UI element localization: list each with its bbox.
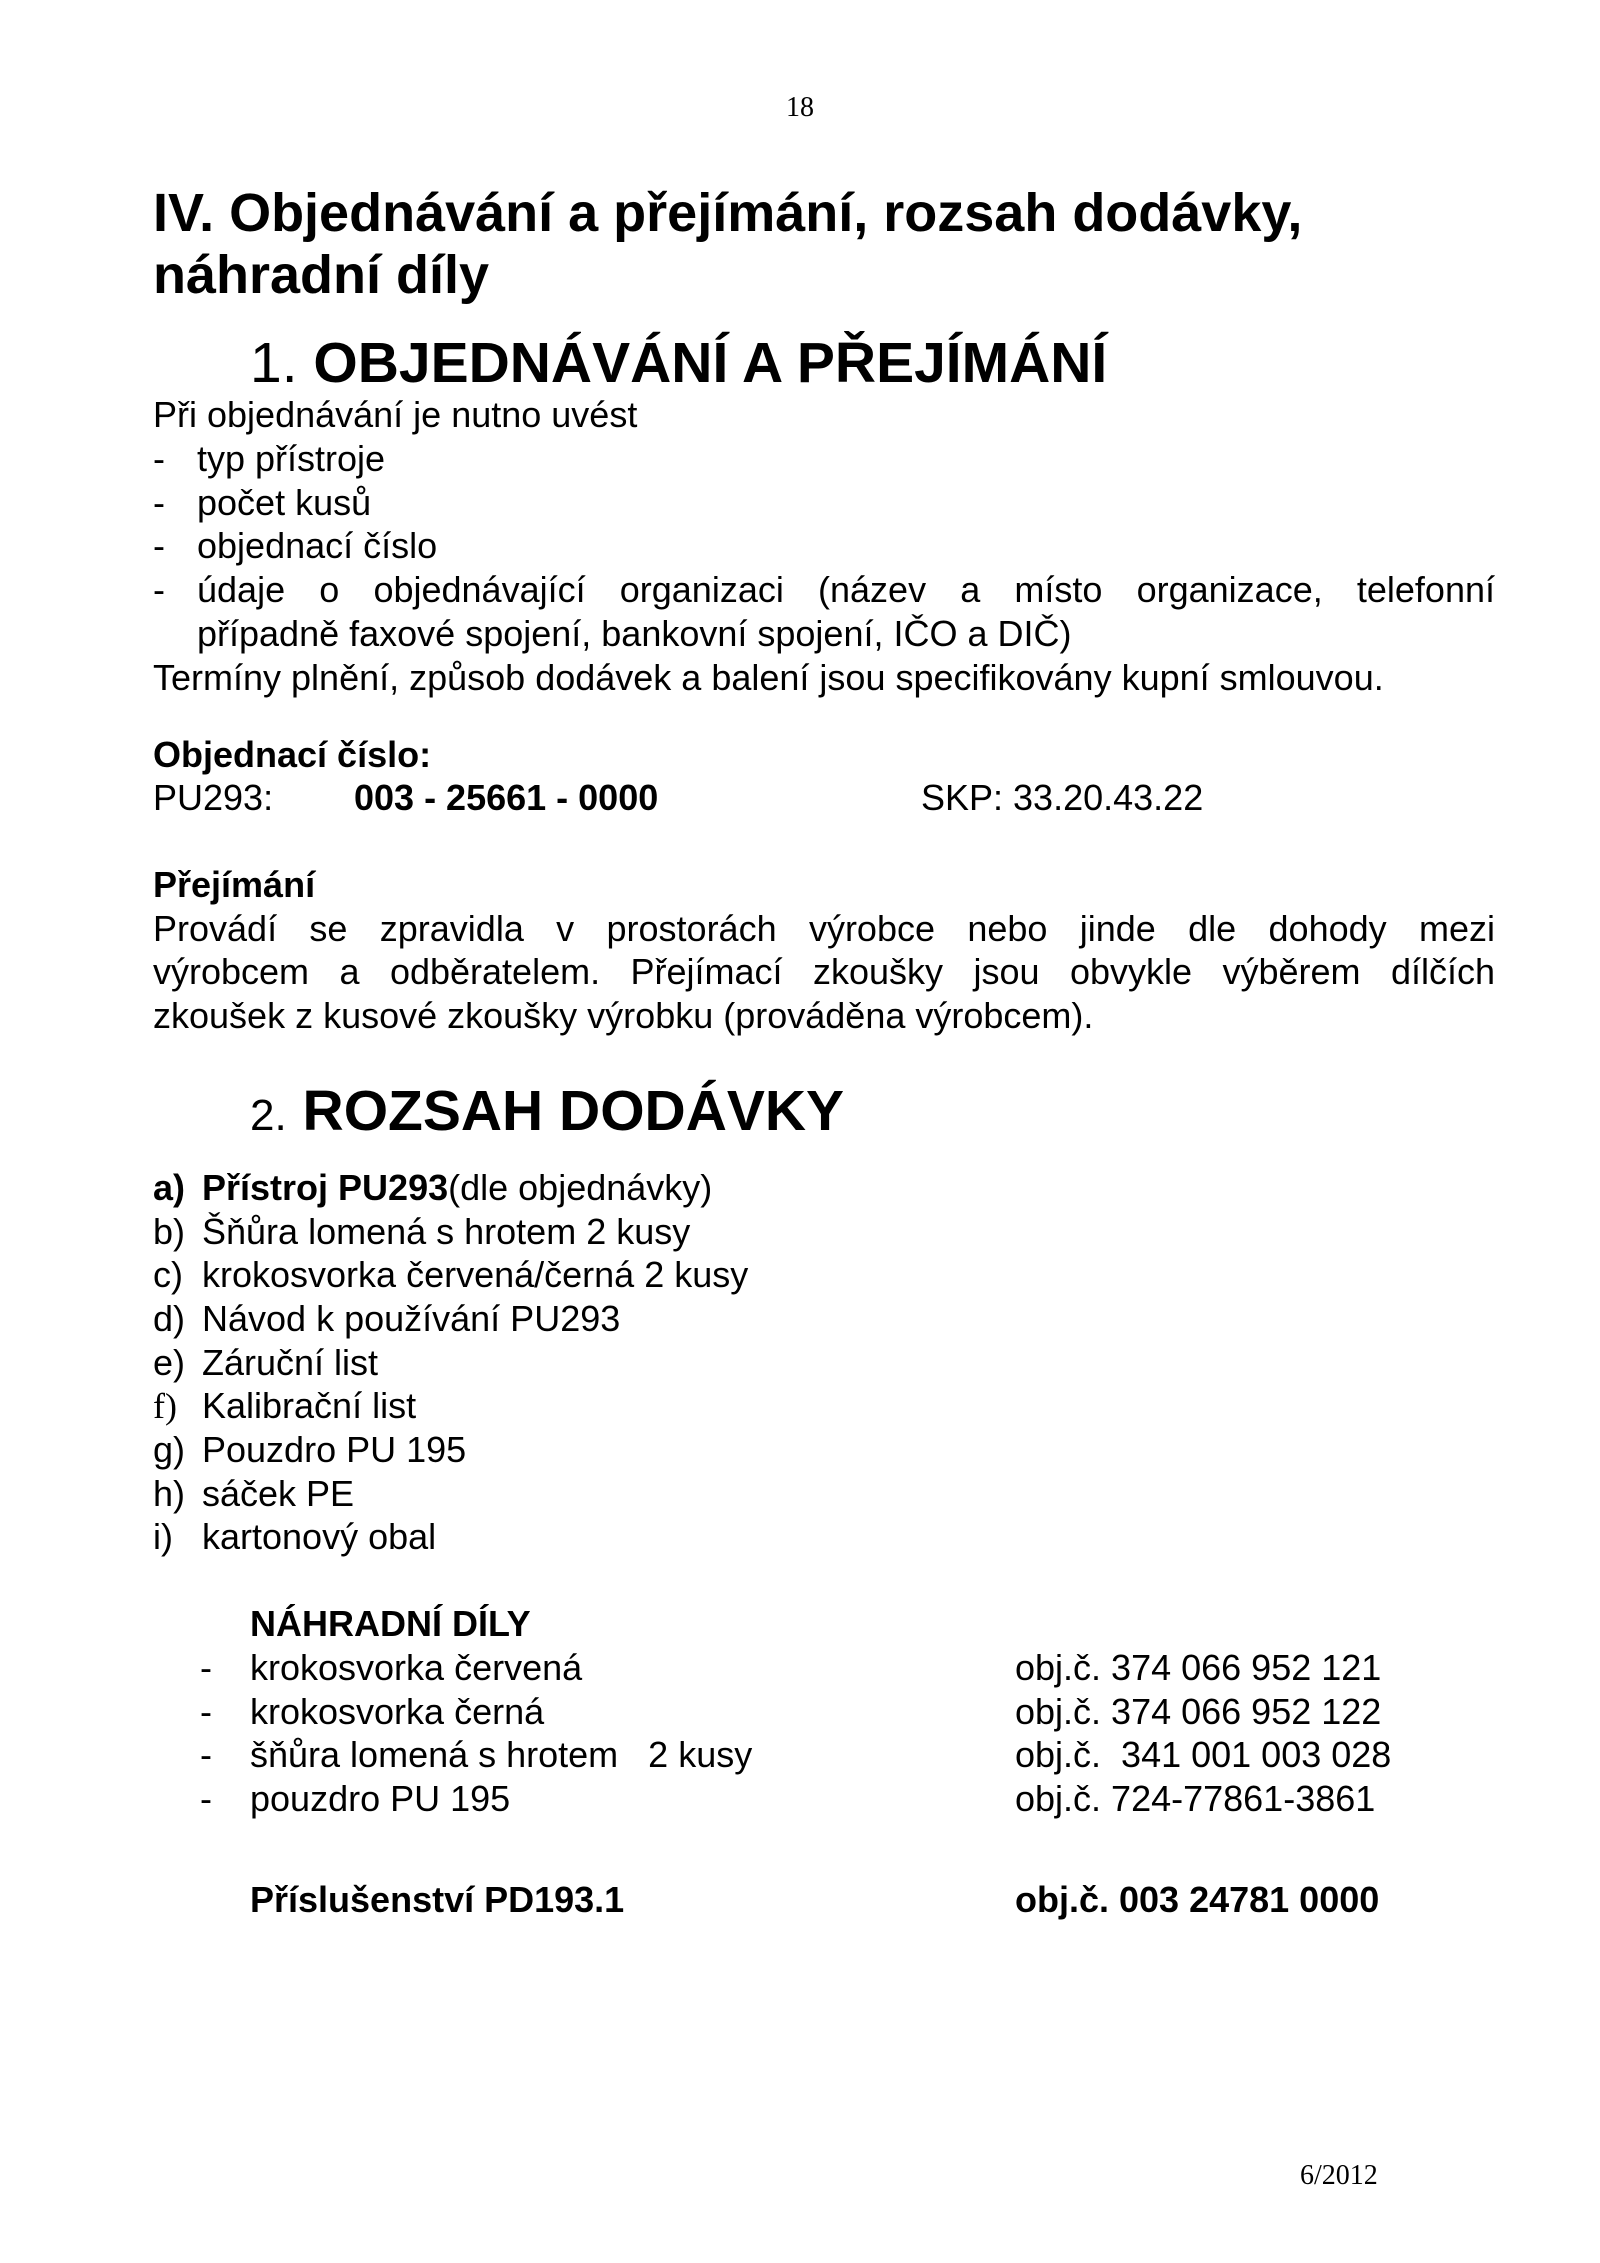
order-number-heading: Objednací číslo: xyxy=(153,734,432,775)
spare-part-name: pouzdro PU 195 xyxy=(250,1778,511,1819)
delivery-item-letter: h) xyxy=(153,1473,186,1514)
bullet-order-number: objednací číslo xyxy=(197,525,438,566)
delivery-item-text: sáček PE xyxy=(202,1473,355,1514)
accessory-code: obj.č. 003 24781 0000 xyxy=(1015,1879,1380,1920)
section2-number: 2. xyxy=(250,1091,287,1140)
spare-part-name: krokosvorka černá xyxy=(250,1691,545,1732)
bullet-device-type: typ přístroje xyxy=(197,438,386,479)
acceptance-line: Provádí se zpravidla v prostorách výrobce nebo jinde dle dohody mezi xyxy=(153,908,1495,949)
spare-part-dash: - xyxy=(200,1647,212,1688)
acceptance-line: zkoušek z kusové zkoušky výrobku (prováděna výrobcem). xyxy=(153,995,1094,1036)
bullet-dash: - xyxy=(153,438,165,479)
delivery-item-letter: e) xyxy=(153,1342,186,1383)
section2-title: ROZSAH DODÁVKY xyxy=(302,1079,845,1143)
delivery-item-text: Záruční list xyxy=(202,1342,379,1383)
spare-parts-heading: NÁHRADNÍ DÍLY xyxy=(250,1603,531,1644)
spare-part-name: krokosvorka červená xyxy=(250,1647,583,1688)
delivery-item-text: Návod k používání PU293 xyxy=(202,1298,621,1339)
delivery-item-letter: c) xyxy=(153,1254,183,1295)
terms-text: Termíny plnění, způsob dodávek a balení jsou specifikovány kupní smlouvou. xyxy=(153,657,1384,698)
bullet-dash: - xyxy=(153,525,165,566)
delivery-item-text: kartonový obal xyxy=(202,1516,437,1557)
delivery-item-bold: Přístroj PU293 xyxy=(202,1167,449,1208)
bullet-dash: - xyxy=(153,569,165,610)
page-number: 18 xyxy=(786,92,814,123)
delivery-item-text: Šňůra lomená s hrotem 2 kusy xyxy=(202,1211,691,1252)
acceptance-heading: Přejímání xyxy=(153,864,316,905)
delivery-item-text: Kalibrační list xyxy=(202,1385,417,1426)
bullet-quantity: počet kusů xyxy=(197,482,372,523)
section2-heading xyxy=(250,1078,844,1144)
section1-heading xyxy=(250,330,1107,396)
spare-part-code: obj.č. 374 066 952 122 xyxy=(1015,1691,1382,1732)
spare-part-dash: - xyxy=(200,1691,212,1732)
spare-part-name: šňůra lomená s hrotem 2 kusy xyxy=(250,1734,753,1775)
delivery-item-letter: b) xyxy=(153,1211,186,1252)
spare-part-code: obj.č. 341 001 003 028 xyxy=(1015,1734,1392,1775)
delivery-item-letter: d) xyxy=(153,1298,186,1339)
order-model: PU293: xyxy=(153,777,274,818)
spare-part-code: obj.č. 724-77861-3861 xyxy=(1015,1778,1376,1819)
chapter-title-line1: IV. Objednávání a přejímání, rozsah dodávky, xyxy=(153,183,1303,243)
bullet-organization-data-cont: případně faxové spojení, bankovní spojení, IČO a DIČ) xyxy=(197,613,1072,654)
delivery-item-text: (dle objednávky) xyxy=(448,1167,713,1208)
delivery-item-text: krokosvorka červená/černá 2 kusy xyxy=(202,1254,749,1295)
spare-part-code: obj.č. 374 066 952 121 xyxy=(1015,1647,1382,1688)
spare-part-dash: - xyxy=(200,1734,212,1775)
delivery-item xyxy=(202,1166,712,1210)
delivery-item-letter: a) xyxy=(153,1167,186,1208)
delivery-item-letter: f) xyxy=(153,1386,177,1426)
delivery-item-text: Pouzdro PU 195 xyxy=(202,1429,467,1470)
spare-part-dash: - xyxy=(200,1778,212,1819)
order-number-value: 003 - 25661 - 0000 xyxy=(354,777,659,818)
section1-title: OBJEDNÁVÁNÍ A PŘEJÍMÁNÍ xyxy=(313,331,1108,395)
skp-code: SKP: 33.20.43.22 xyxy=(921,777,1204,818)
delivery-item-letter: g) xyxy=(153,1429,186,1470)
footer-date: 6/2012 xyxy=(1300,2160,1378,2191)
bullet-organization-data: údaje o objednávající organizaci (název a místo organizace, telefonní xyxy=(197,569,1495,610)
bullet-dash: - xyxy=(153,482,165,523)
section1-number: 1. xyxy=(250,331,298,395)
delivery-item-letter: i) xyxy=(153,1516,173,1557)
accessory-name: Příslušenství PD193.1 xyxy=(250,1879,625,1920)
acceptance-line: výrobcem a odběratelem. Přejímací zkoušky jsou obvykle výběrem dílčích xyxy=(153,951,1495,992)
order-intro: Při objednávání je nutno uvést xyxy=(153,394,638,435)
chapter-title-line2: náhradní díly xyxy=(153,245,490,305)
